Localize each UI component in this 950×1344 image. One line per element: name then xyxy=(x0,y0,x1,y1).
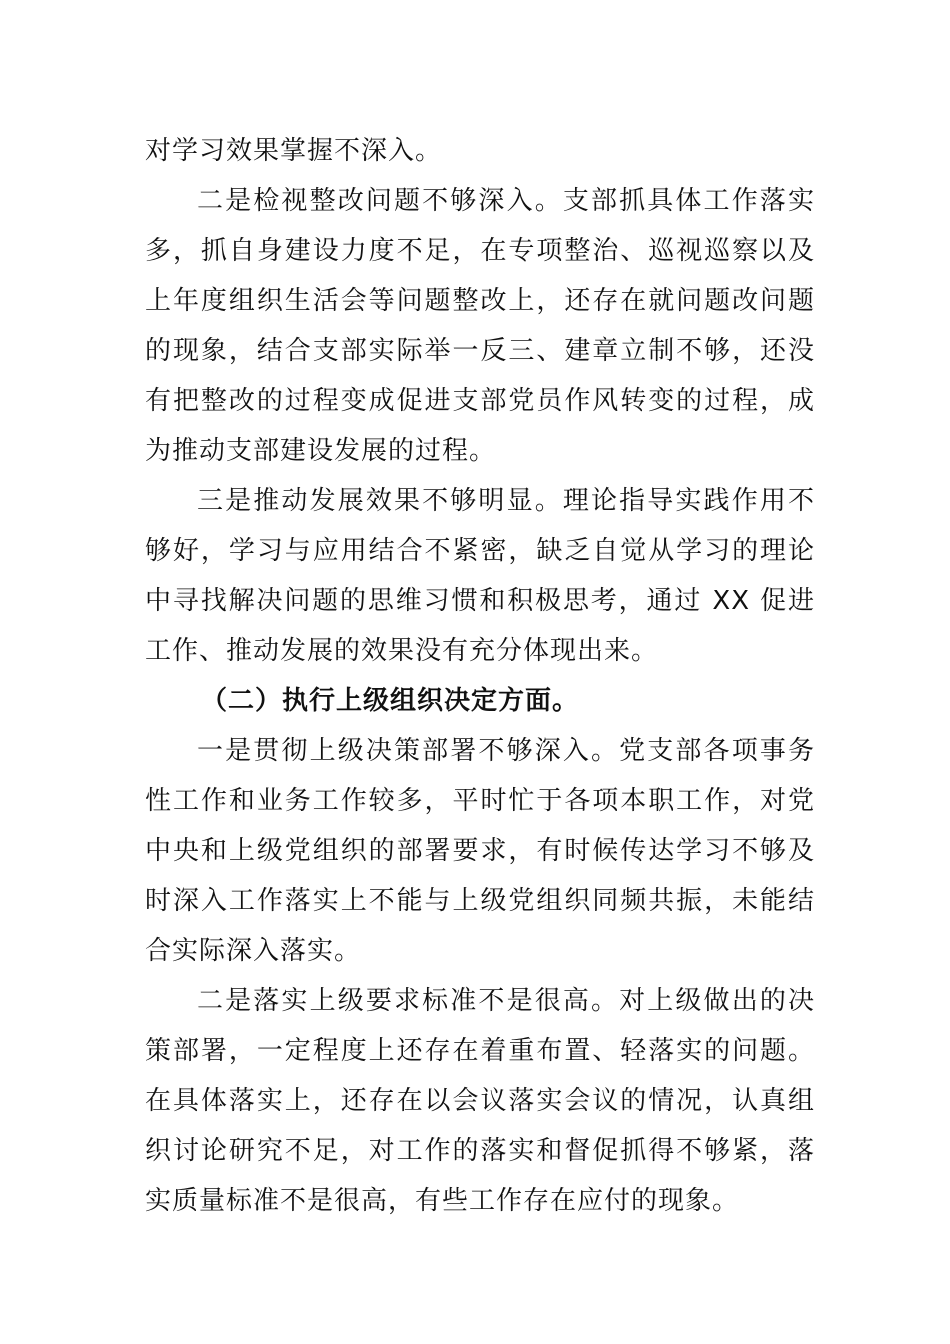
paragraph-implement-decisions: 一是贯彻上级决策部署不够深入。党支部各项事务性工作和业务工作较多，平时忙于各项本职工作，对党中央和上级党组织的部署要求，有时候传达学习不够及时深入工作落实上不能与上级党组织同频共振，未能结合实际深入落实。 xyxy=(145,736,815,966)
paragraph-continuation: 对学习效果掌握不深入。 xyxy=(145,136,443,166)
paragraph-development-effect: 三是推动发展效果不够明显。理论指导实践作用不够好，学习与应用结合不紧密，缺乏自觉从学习的理论中寻找解决问题的思维习惯和积极思考，通过 XX 促进工作、推动发展的效果没有充分体现出来。 xyxy=(145,486,815,666)
paragraph-standards: 二是落实上级要求标准不是很高。对上级做出的决策部署，一定程度上还存在着重布置、轻落实的问题。在具体落实上，还存在以会议落实会议的情况，认真组织讨论研究不足，对工作的落实和督促抓得不够紧，落实质量标准不是很高，有些工作存在应付的现象。 xyxy=(145,986,815,1216)
section-heading-superior-decisions: （二）执行上级组织决定方面。 xyxy=(201,686,580,716)
paragraph-rectification-issues: 二是检视整改问题不够深入。支部抓具体工作落实多，抓自身建设力度不足，在专项整治、巡视巡察以及上年度组织生活会等问题整改上，还存在就问题改问题的现象，结合支部实际举一反三、建章立制不够，还没有把整改的过程变成促进支部党员作风转变的过程，成为推动支部建设发展的过程。 xyxy=(145,186,815,466)
document-body xyxy=(145,126,815,1226)
